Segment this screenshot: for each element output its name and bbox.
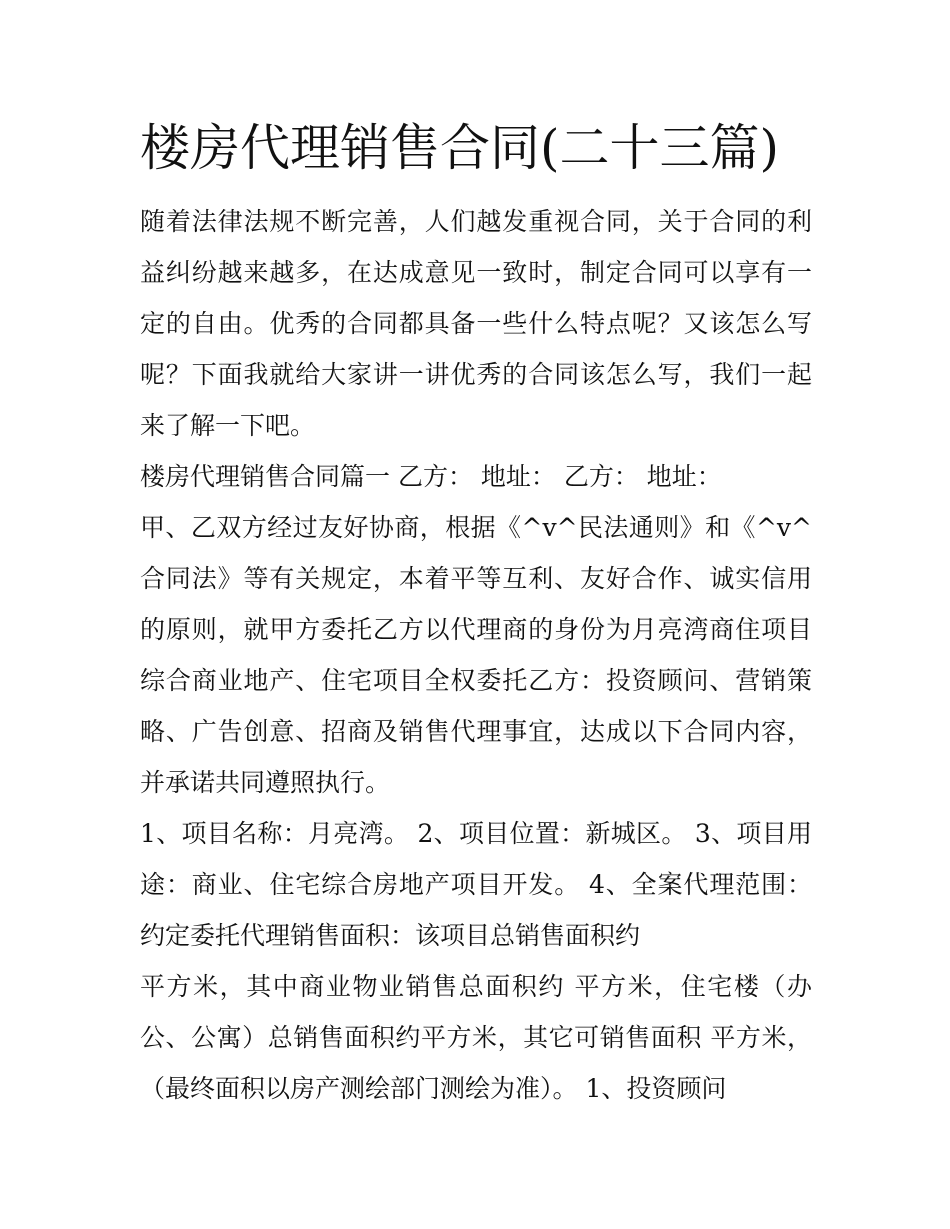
document-title: 楼房代理销售合同(二十三篇) (140, 119, 780, 177)
project-items-paragraph: 1、项目名称：月亮湾。 2、项目位置：新城区。 3、项目用途：商业、住宅综合房地产项目开发。 4、全案代理范围：约定委托代理销售面积：该项目总销售面积约 (140, 819, 812, 950)
contract-terms-paragraph: 甲、乙双方经过友好协商，根据《^v^民法通则》和《^v^合同法》等有关规定，本着平等互利、友好合作、诚实信用的原则，就甲方委托乙方以代理商的身份为月亮湾商住项目综合商业地产、住宅项目全权委托乙方：投资顾问、营销策略、广告创意、招商及销售代理事宜，达成以下合同内容，并承诺共同遵照执行。 (140, 513, 812, 797)
intro-paragraph: 随着法律法规不断完善，人们越发重视合同，关于合同的利益纠纷越来越多，在达成意见一致时，制定合同可以享有一定的自由。优秀的合同都具备一些什么特点呢？又该怎么写呢？下面我就给大家讲一讲优秀的合同该怎么写，我们一起来了解一下吧。 (140, 207, 812, 440)
contract-header-line: 楼房代理销售合同篇一 乙方： 地址： 乙方： 地址： (140, 462, 722, 491)
sales-area-paragraph: 平方米，其中商业物业销售总面积约 平方米，住宅楼（办公、公寓）总销售面积约平方米，其它可销售面积 平方米，（最终面积以房产测绘部门测绘为准）。 1、投资顾问 (140, 972, 812, 1103)
